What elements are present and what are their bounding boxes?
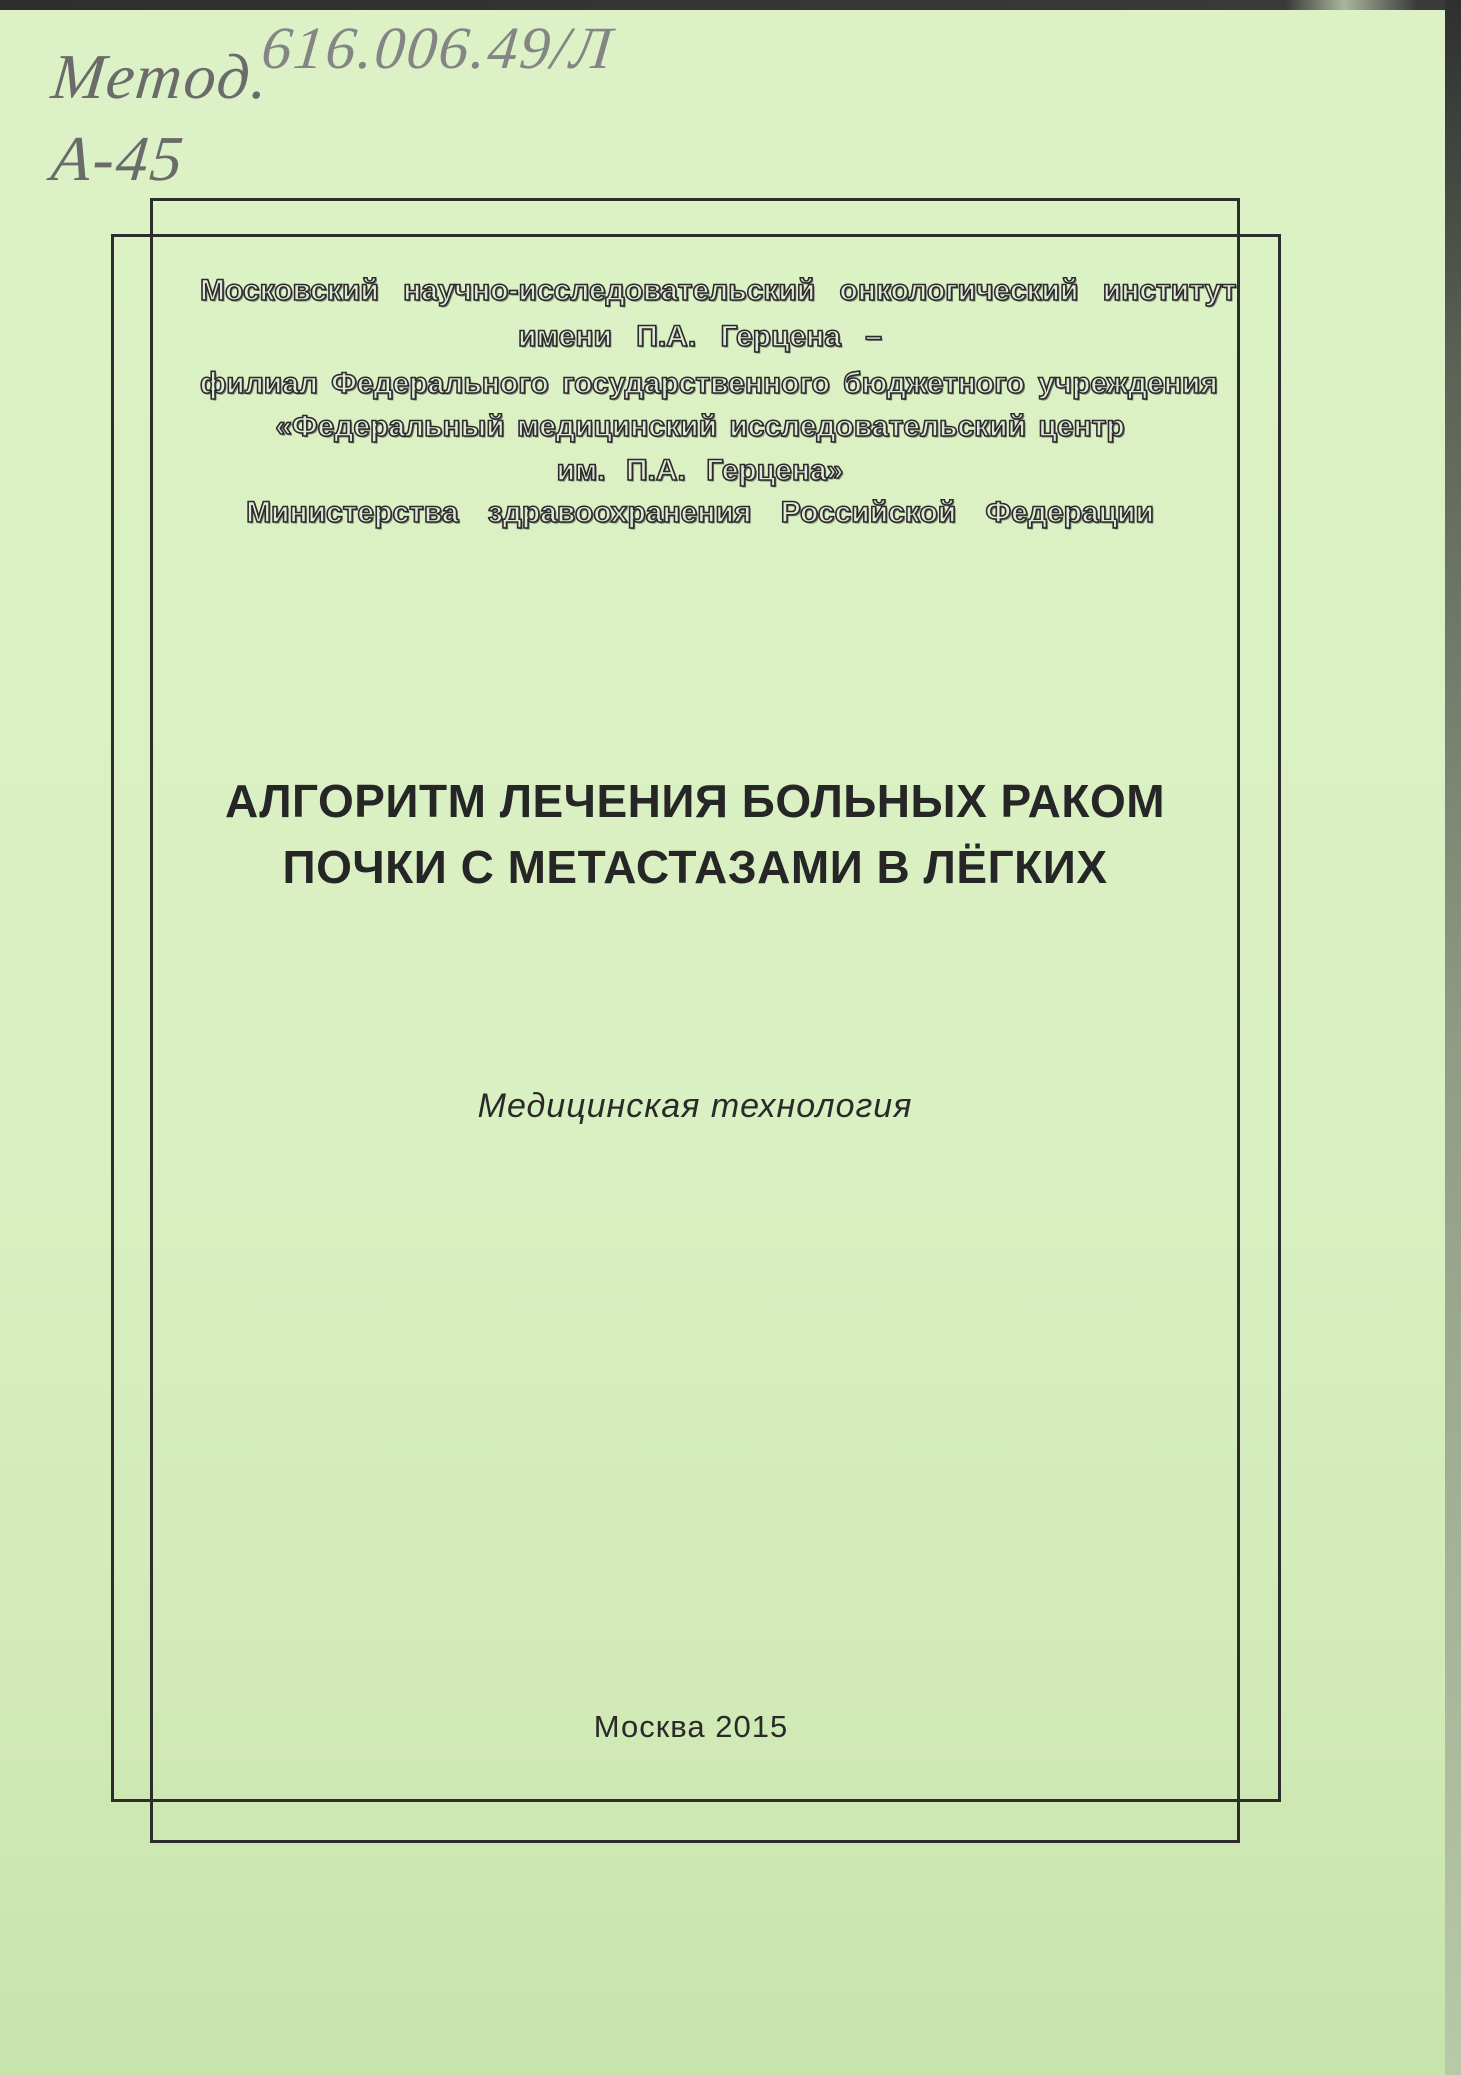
institution-line: филиал Федерального государственного бюджетного учреждения: [200, 367, 1218, 400]
handwritten-class-number: 616.006.49/Л: [258, 15, 617, 81]
handwritten-author-mark: А-45: [48, 123, 189, 194]
document-subtitle: Медицинская технология: [477, 1087, 913, 1125]
institution-line: «Федеральный медицинский исследовательский центр: [275, 410, 1125, 443]
document-title-line-2: ПОЧКИ С МЕТАСТАЗАМИ В ЛЁГКИХ: [282, 841, 1108, 893]
institution-line: им. П.А. Герцена»: [556, 454, 844, 487]
institution-line: Министерства здравоохранения Российской Федерации: [246, 496, 1154, 529]
scan-right-edge: [1445, 0, 1461, 2075]
document-title-line-1: АЛГОРИТМ ЛЕЧЕНИЯ БОЛЬНЫХ РАКОМ: [224, 775, 1166, 827]
institution-line: имени П.А. Герцена –: [518, 320, 882, 353]
institution-line: Московский научно-исследовательский онкологический институт: [200, 274, 1237, 307]
scan-top-edge: [0, 0, 1461, 10]
publication-imprint: Москва 2015: [593, 1709, 789, 1744]
handwritten-shelf-label: Метод.: [48, 41, 274, 112]
